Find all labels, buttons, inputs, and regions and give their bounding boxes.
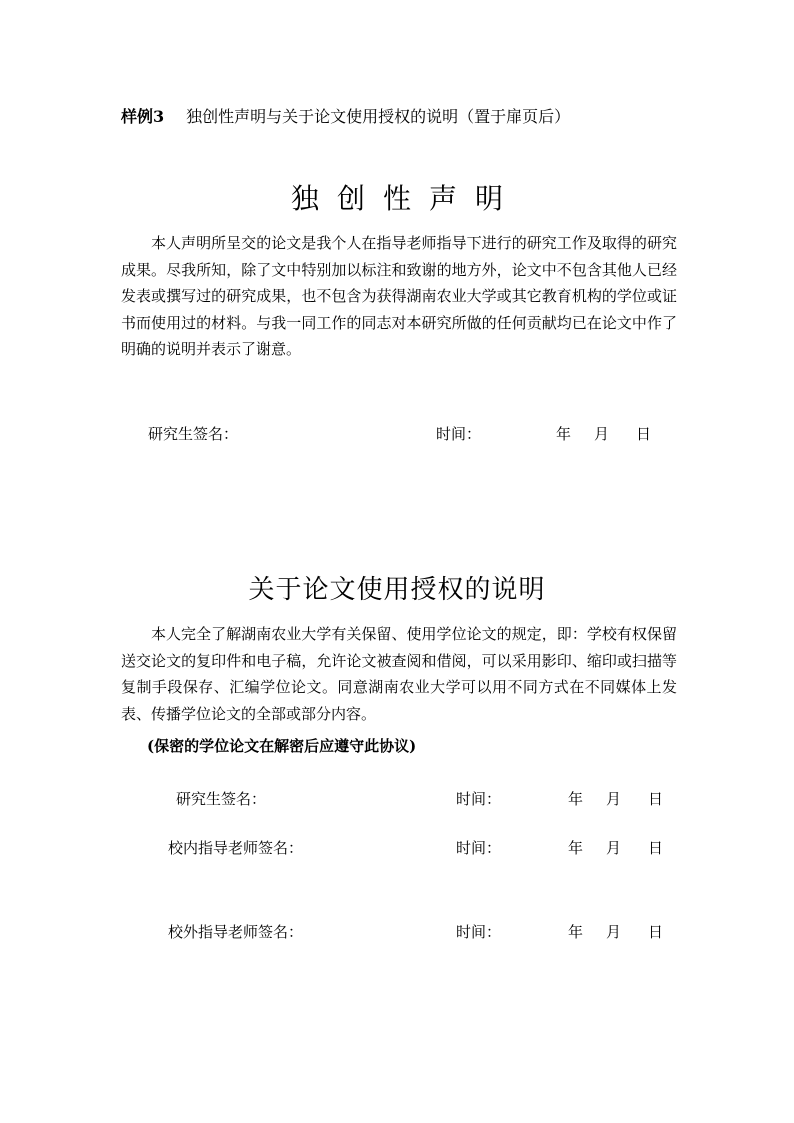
time-label: 时间： (456, 790, 502, 808)
sample-label: 样例3 (121, 107, 165, 126)
authorization-title: 关于论文使用授权的说明 (248, 575, 546, 605)
year-label: 年 (568, 839, 584, 857)
year-label: 年 (568, 790, 584, 808)
time-label: 时间： (436, 425, 482, 443)
internal-advisor-signature-label: 校内指导老师签名： (168, 839, 304, 857)
authorization-paragraph: 本人完全了解湖南农业大学有关保留、使用学位论文的规定，即：学校有权保留送交论文的复印件和电子稿，允许论文被查阅和借阅，可以采用影印、缩印或扫描等复制手段保存、汇编学位论文。同意湖南农业大学可以用不同方式在不同媒体上发表、传播学位论文的全部或部分内容。 (121, 625, 677, 723)
sample-title: 独创性声明与关于论文使用授权的说明（置于扉页后） (186, 107, 571, 126)
date-fields (556, 424, 656, 444)
time-label: 时间： (456, 923, 502, 941)
external-advisor-signature-label: 校外指导老师签名： (168, 923, 304, 941)
year-label: 年 (568, 923, 584, 941)
date-fields (568, 838, 668, 858)
month-label: 月 (606, 790, 622, 808)
date-fields (568, 922, 668, 942)
month-label: 月 (606, 923, 622, 941)
month-label: 月 (606, 839, 622, 857)
date-fields (568, 789, 668, 809)
agreement-note: (保密的学位论文在解密后应遵守此协议) (147, 737, 417, 755)
day-label: 日 (648, 923, 664, 941)
day-label: 日 (648, 790, 664, 808)
month-label: 月 (594, 425, 610, 443)
day-label: 日 (648, 839, 664, 857)
day-label: 日 (636, 425, 652, 443)
year-label: 年 (556, 425, 572, 443)
time-label: 时间： (456, 839, 502, 857)
originality-title: 独创性声明 (290, 182, 521, 215)
student-signature-label: 研究生签名： (176, 790, 267, 808)
sample-header (121, 106, 570, 128)
student-signature-label: 研究生签名： (148, 425, 239, 443)
originality-paragraph: 本人声明所呈交的论文是我个人在指导老师指导下进行的研究工作及取得的研究成果。尽我所知，除了文中特别加以标注和致谢的地方外，论文中不包含其他人已经发表或撰写过的研究成果，也不包含为获得湖南农业大学或其它教育机构的学位或证书而使用过的材料。与我一同工作的同志对本研究所做的任何贡献均已在论文中作了明确的说明并表示了谢意。 (121, 234, 677, 358)
